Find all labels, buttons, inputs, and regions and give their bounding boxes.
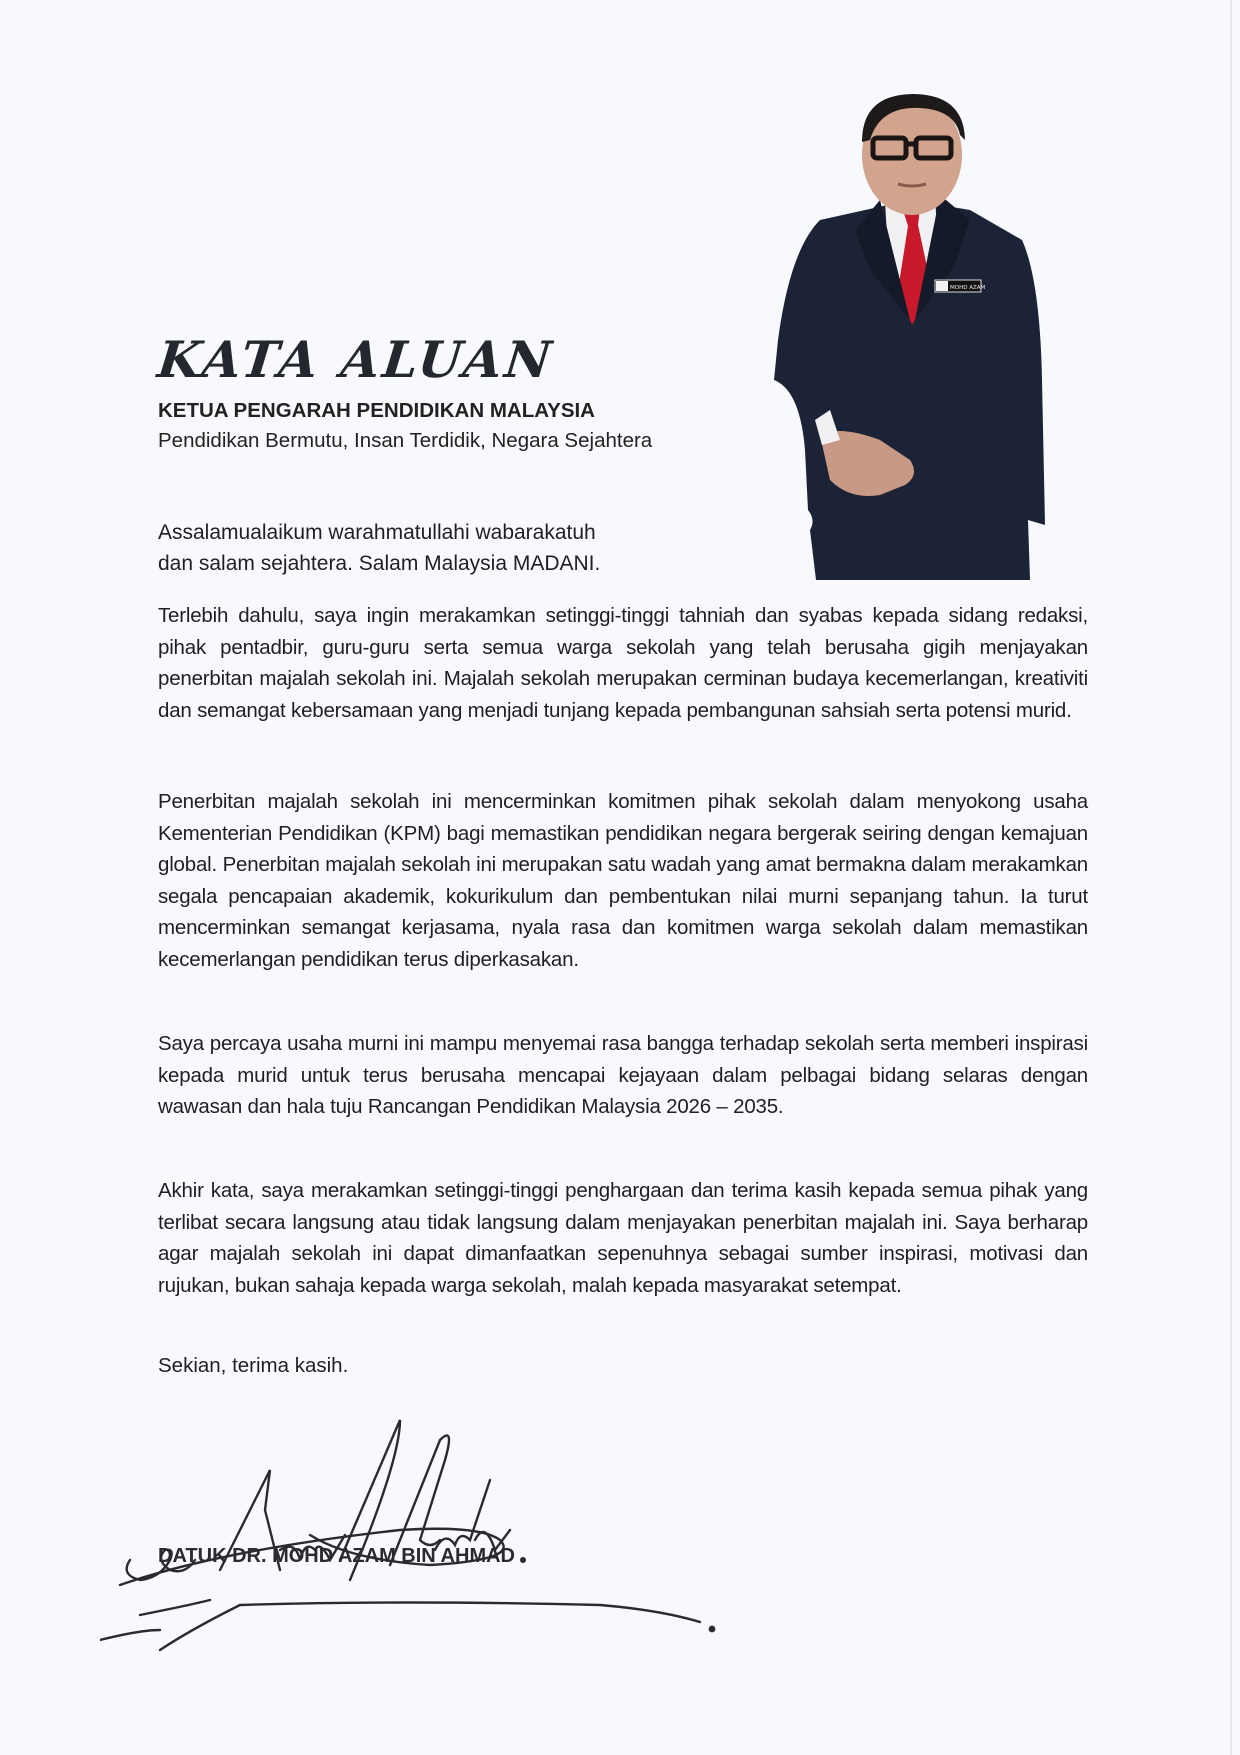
handwritten-signature (100, 1400, 780, 1660)
paragraph: Akhir kata, saya merakamkan setinggi-tinggi penghargaan dan terima kasih kepada semua pihak yang terlibat secara langsung atau tidak langsung dalam menjayakan penerbitan majalah ini. Saya berharap agar majalah sekolah ini dapat dimanfaatkan sepenuhnya sebagai sumber inspirasi, motivasi dan rujukan, bukan sahaja kepada warga sekolah, malah kepada masyarakat setempat. (158, 1179, 1088, 1297)
greeting (158, 517, 718, 579)
paragraph: Terlebih dahulu, saya ingin merakamkan setinggi-tinggi tahniah dan syabas kepada sidang redaksi, pihak pentadbir, guru-guru serta semua warga sekolah yang telah berusaha gigih menjayakan penerbitan majalah sekolah ini. Majalah sekolah merupakan cerminan budaya kecemerlangan, kreativiti dan semangat kebersamaan yang menjadi tunjang kepada pembangunan sahsiah serta potensi murid. (158, 604, 1088, 722)
paragraph: Penerbitan majalah sekolah ini mencerminkan komitmen pihak sekolah dalam menyokong usaha Kementerian Pendidikan (KPM) bagi memastikan pendidikan negara bergerak seiring dengan kemajuan global. Penerbitan majalah sekolah ini merupakan satu wadah yang amat bermakna dalam merakamkan segala pencapaian akademik, kokurikulum dan pembentukan nilai murni sepanjang tahun. Ia turut mencerminkan semangat kerjasama, nyala rasa dan komitmen warga sekolah dalam memastikan kecemerlangan pendidikan terus diperkasakan. (158, 790, 1088, 971)
portrait-photo (760, 80, 1050, 580)
position-title: KETUA PENGARAH PENDIDIKAN MALAYSIA (158, 399, 595, 422)
page-edge (1230, 0, 1232, 1755)
paragraph: Saya percaya usaha murni ini mampu menyemai rasa bangga terhadap sekolah serta memberi inspirasi kepada murid untuk terus berusaha mencapai kejayaan dalam pelbagai bidang selaras dengan wawasan dan hala tuju Rancangan Pendidikan Malaysia 2026 – 2035. (158, 1032, 1088, 1118)
name-tag-text: MOHD AZAM (950, 285, 986, 291)
greeting-line: Assalamualaikum warahmatullahi wabarakatuh (158, 521, 596, 544)
page-title: KATA ALUAN (154, 330, 558, 389)
motto: Pendidikan Bermutu, Insan Terdidik, Negara Sejahtera (158, 429, 653, 452)
closing-text: Sekian, terima kasih. (158, 1354, 349, 1377)
signer-name: DATUK DR. MOHD AZAM BIN AHMAD (158, 1545, 515, 1567)
greeting-line: dan salam sejahtera. Salam Malaysia MADANI. (158, 552, 601, 575)
